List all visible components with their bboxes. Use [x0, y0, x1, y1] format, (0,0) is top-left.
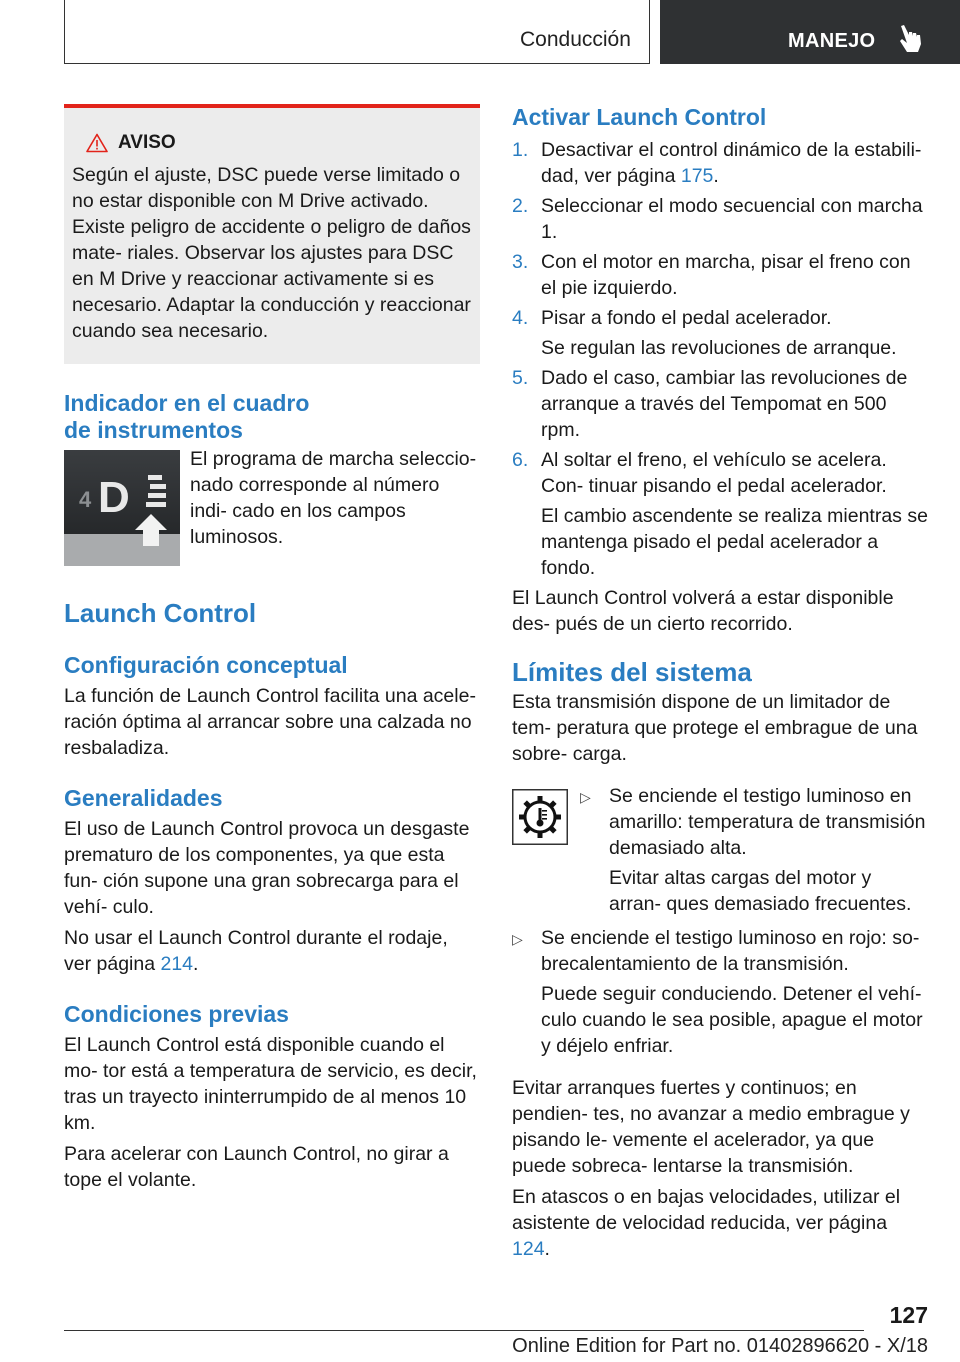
warning-title-text: AVISO	[118, 132, 176, 153]
limits-text-2-post: .	[544, 1238, 550, 1260]
step-text: Dado el caso, cambiar las revoluciones de arranque a través del Tempomat en 500 rpm.	[541, 367, 908, 441]
general-text-2-post: .	[193, 953, 199, 975]
bullet-text: Se enciende el testigo luminoso en amarillo: temperatura de transmisión demasiado alta.	[609, 785, 926, 859]
header-section-title: Conducción	[520, 28, 631, 51]
chapter-tab-label: MANEJO	[788, 30, 876, 52]
indicator-text: El programa de marcha seleccio‐ nado corresponde al número indi‐ cado en los campos luminosos.	[190, 448, 477, 548]
step-number: 1.	[512, 139, 529, 161]
general-text-1: El uso de Launch Control provoca un desgaste prematuro de los componentes, ya que esta fun‐ ción supone una gran sobrecarga para el vehí‐ culo.	[64, 818, 470, 918]
limits-intro: Esta transmisión dispone de un limitador de tem‐ peratura que protege el embrague de una sobre‐ carga.	[512, 691, 918, 765]
warning-title	[86, 130, 474, 156]
bullet-triangle-icon: ▷	[580, 789, 591, 805]
warning-triangle-icon	[86, 133, 108, 153]
step-text	[541, 137, 928, 189]
right-column	[512, 104, 928, 1262]
general-heading: Generalidades	[64, 785, 223, 811]
activate-steps	[512, 137, 928, 581]
limits-text-2-pre: En atascos o en bajas velocidades, utilizar el asistente de velocidad reducida, ver página	[512, 1186, 901, 1234]
warning-text: Según el ajuste, DSC puede verse limitado o no estar disponible con M Drive activado. Existe peligro de accidente o peligro de daños mate‐ riales. Observar los ajustes para DSC en M Drive y reaccionar activamente si es necesario. Adaptar la conducción y reaccionar cuando sea necesario.	[72, 164, 471, 342]
page-link-124[interactable]: 124	[512, 1238, 545, 1260]
bullet-text: Se enciende el testigo luminoso en rojo: so‐ brecalentamiento de la transmisión.	[541, 927, 920, 975]
limits-second-bullet-group	[512, 925, 928, 1059]
indicator-block	[64, 450, 480, 566]
transmission-temperature-icon	[512, 789, 568, 845]
concept-heading: Configuración conceptual	[64, 652, 348, 678]
step-item	[512, 447, 928, 499]
bullet-subtext: Puede seguir conduciendo. Detener el vehí‐ culo cuando le sea posible, apague el motor y déjelo enfriar.	[541, 983, 923, 1057]
step-text: Al soltar el freno, el vehículo se acelera. Con‐ tinuar pisando el pedal acelerador.	[541, 449, 887, 497]
step-text-pre: Desactivar el control dinámico de la estabili‐ dad, ver página	[541, 139, 922, 187]
warning-box	[64, 104, 480, 364]
step-subtext: El cambio ascendente se realiza mientras se mantenga pisado el pedal acelerador a fondo.	[541, 505, 928, 579]
step-item	[512, 193, 928, 245]
gear-number: 4	[79, 487, 92, 512]
step-item	[512, 305, 928, 331]
page-number: 127	[889, 1302, 928, 1328]
bullet-triangle-icon: ▷	[512, 931, 523, 947]
gear-indicator-image	[64, 450, 180, 566]
hand-pointer-icon	[896, 24, 922, 54]
page-link-175[interactable]: 175	[680, 165, 714, 187]
activate-heading: Activar Launch Control	[512, 104, 767, 130]
indicator-heading-line2: de instrumentos	[64, 417, 243, 443]
prereq-heading: Condiciones previas	[64, 1001, 289, 1027]
step-text: Pisar a fondo el pedal acelerador.	[541, 307, 832, 329]
gear-letter: D	[98, 473, 130, 522]
general-text-2-pre: No usar el Launch Control durante el rodaje, ver página	[64, 927, 448, 975]
limits-heading: Límites del sistema	[512, 657, 752, 687]
limits-first-bullet-group	[580, 783, 928, 921]
step-item	[512, 365, 928, 443]
left-column	[64, 104, 480, 1193]
bullet-item	[580, 783, 928, 861]
header-chapter-tab[interactable]	[660, 0, 960, 64]
concept-text: La función de Launch Control facilita una acele‐ ración óptima al arrancar sobre una calzada no resbaladiza.	[64, 685, 476, 759]
step-number: 4.	[512, 307, 529, 329]
launch-control-title: Launch Control	[64, 598, 257, 628]
general-text-2	[64, 925, 480, 977]
activate-after-text: El Launch Control volverá a estar disponible des‐ pués de un cierto recorrido.	[512, 587, 894, 635]
step-subtext: Se regulan las revoluciones de arranque.	[541, 337, 897, 359]
step-number: 2.	[512, 195, 529, 217]
prereq-text-1: El Launch Control está disponible cuando el mo‐ tor está a temperatura de servicio, es decir, tras un trayecto ininterrumpido de al menos 10 km.	[64, 1034, 477, 1134]
limits-list-block	[512, 783, 928, 921]
step-item	[512, 137, 928, 189]
bullet-subtext: Evitar altas cargas del motor y arran‐ ques demasiado frecuentes.	[609, 867, 912, 915]
indicator-heading	[64, 390, 480, 444]
step-item	[512, 249, 928, 301]
step-number: 3.	[512, 251, 529, 273]
indicator-heading-line1: Indicador en el cuadro	[64, 390, 310, 416]
step-text-post: .	[713, 165, 719, 187]
page-link-214[interactable]: 214	[160, 953, 194, 975]
step-number: 6.	[512, 449, 529, 471]
footer-edition: Online Edition for Part no. 01402896620 - X/18	[512, 1335, 928, 1357]
step-text: Con el motor en marcha, pisar el freno con el pie izquierdo.	[541, 251, 911, 299]
bullet-item	[512, 925, 928, 977]
prereq-text-2: Para acelerar con Launch Control, no girar a tope el volante.	[64, 1143, 449, 1191]
limits-text-1: Evitar arranques fuertes y continuos; en pendien‐ tes, no avanzar a medio embrague y pisando le‐ vemente el acelerador, ya que puede sobreca‐ lentarse la transmisión.	[512, 1077, 910, 1177]
limits-text-2	[512, 1184, 928, 1262]
footer-divider	[64, 1330, 864, 1331]
step-number: 5.	[512, 367, 529, 389]
step-text: Seleccionar el modo secuencial con marcha 1.	[541, 195, 923, 243]
